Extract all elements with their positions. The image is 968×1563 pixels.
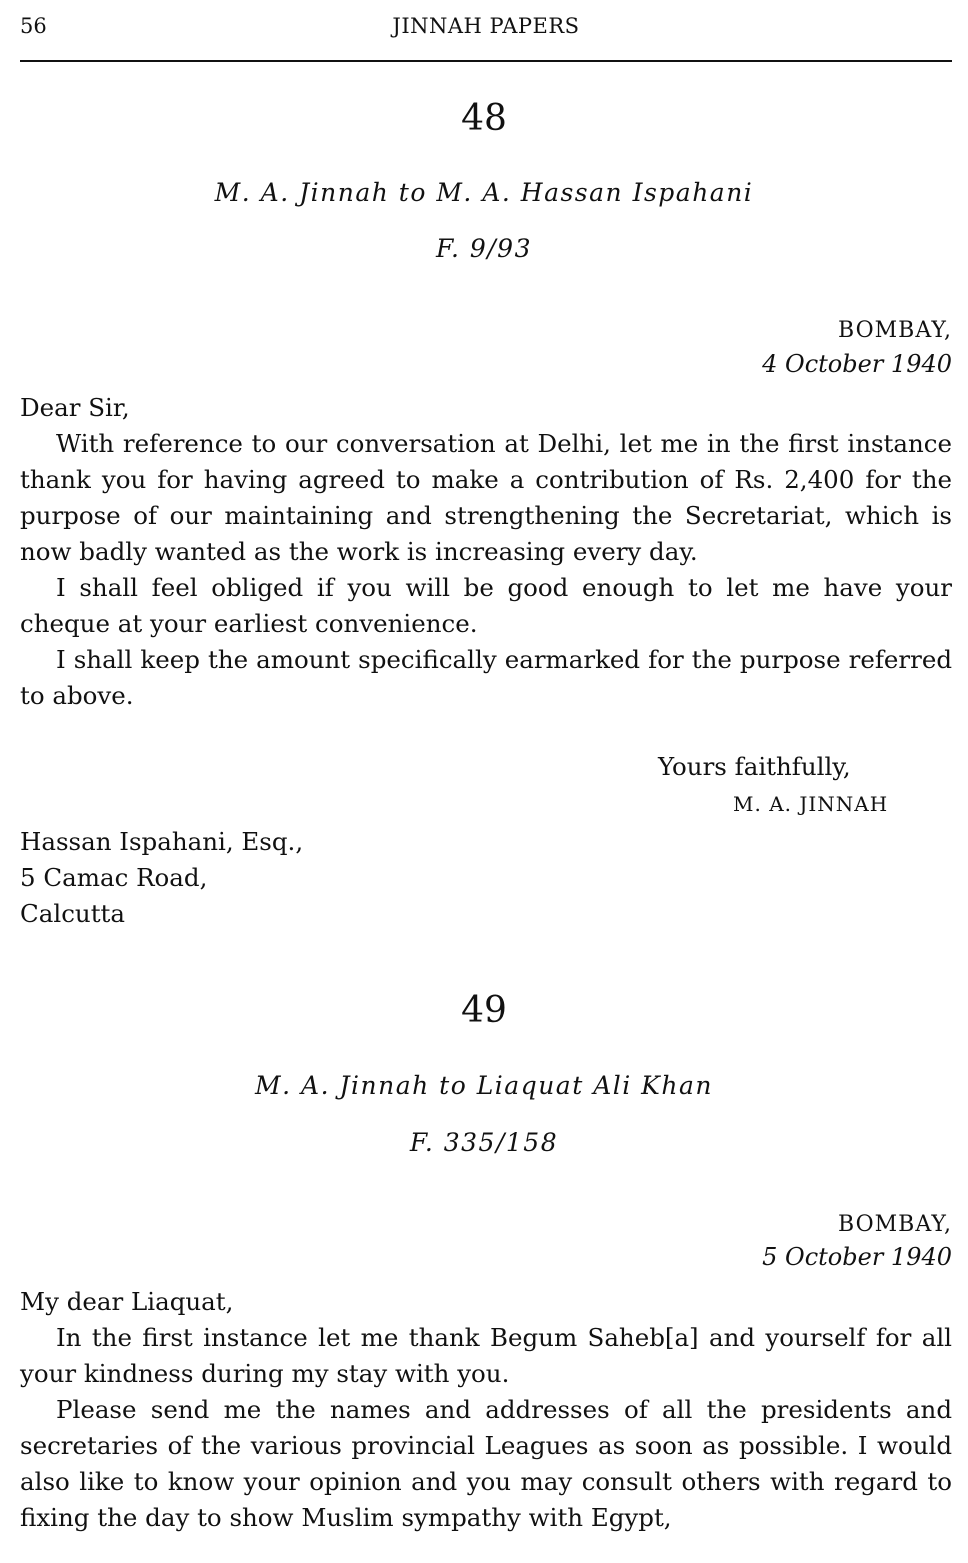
running-title: JINNAH PAPERS bbox=[392, 14, 580, 38]
letter-48-paragraph-3: I shall keep the amount specifically earmarked for the purpose referred to above. bbox=[20, 645, 952, 710]
letter-49-salutation: My dear Liaquat, bbox=[20, 1287, 234, 1316]
running-head bbox=[20, 14, 952, 44]
letter-48-place: BOMBAY, bbox=[838, 318, 952, 343]
letter-48-body bbox=[20, 390, 952, 714]
letter-49-number: 49 bbox=[461, 990, 507, 1031]
letter-48-salutation: Dear Sir, bbox=[20, 393, 130, 422]
letter-48-number: 48 bbox=[461, 98, 507, 139]
address-line: 5 Camac Road, bbox=[20, 863, 208, 892]
letter-49-body bbox=[20, 1284, 952, 1536]
letter-48-file-ref: F. 9/93 bbox=[436, 234, 532, 263]
letter-48-signature: M. A. JINNAH bbox=[733, 792, 889, 816]
address-line: Hassan Ispahani, Esq., bbox=[20, 827, 304, 856]
letter-49-paragraph-2: Please send me the names and addresses of all the presidents and secretaries of the various provincial Leagues as soon as possible. I would also like to know your opinion and you may consult others with regard to fixing the day to show Muslim sympathy with Egypt, bbox=[20, 1395, 952, 1532]
letter-48-address bbox=[20, 824, 303, 932]
letter-49-date: 5 October 1940 bbox=[762, 1243, 952, 1271]
letter-48-date: 4 October 1940 bbox=[762, 350, 952, 378]
letter-48-paragraph-1: With reference to our conversation at Delhi, let me in the first instance thank you for having agreed to make a contribution of Rs. 2,400 for the purpose of our maintaining and strengthening the Secretariat, which is now badly wanted as the work is increasing every day. bbox=[20, 429, 952, 566]
header-rule bbox=[20, 60, 952, 62]
letter-48-paragraph-2: I shall feel obliged if you will be good enough to let me have your cheque at your earliest convenience. bbox=[20, 573, 952, 638]
letter-48-title: M. A. Jinnah to M. A. Hassan Ispahani bbox=[214, 178, 754, 207]
page-number: 56 bbox=[20, 14, 47, 38]
letter-48-closing: Yours faithfully, bbox=[658, 752, 851, 781]
letter-49-file-ref: F. 335/158 bbox=[409, 1128, 559, 1157]
letter-49-title: M. A. Jinnah to Liaquat Ali Khan bbox=[255, 1071, 713, 1100]
address-line: Calcutta bbox=[20, 899, 125, 928]
letter-49-paragraph-1: In the first instance let me thank Begum Saheb[a] and yourself for all your kindness during my stay with you. bbox=[20, 1323, 952, 1388]
letter-49-place: BOMBAY, bbox=[838, 1212, 952, 1237]
